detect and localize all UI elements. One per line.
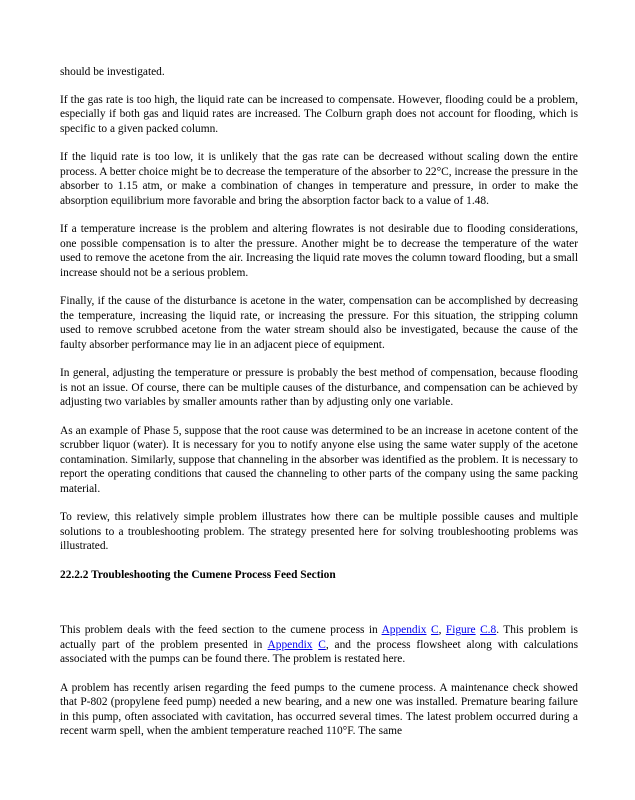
paragraph-temperature-increase: If a temperature increase is the problem and altering flowrates is not desirable due to flooding considerations, one possible compensation is to alter the pressure. Another might be to decrease the temperature of the water used to remove the acetone from the air. Increasing the liquid rate moves the column toward flooding, but a small increase should not be a serious problem. — [60, 223, 578, 279]
paragraph-acetone-in-water: Finally, if the cause of the disturbance is acetone in the water, compensation can be accomplished by decreasing the temperature, increasing the liquid rate, or increasing the pressure. For this situation, the stripping column used to remove scrubbed acetone from the water stream should also be investigated, because the cause of the faulty absorber performance may lie in an adjacent piece of equipment. — [60, 295, 578, 351]
link-figure[interactable]: Figure — [445, 624, 476, 636]
paragraph-review: To review, this relatively simple problem illustrates how there can be multiple possible causes and multiple solutions to a troubleshooting problem. The strategy presented here for solving troubleshooting problems was illustrated. — [60, 511, 578, 552]
paragraph-general-compensation: In general, adjusting the temperature or pressure is probably the best method of compensation, because flooding is not an issue. Of course, there can be multiple causes of the disturbance, and compensation can be achieved by adjusting two variables by smaller amounts rather than by adjusting only one variable. — [60, 367, 578, 408]
paragraph-phase-5-example: As an example of Phase 5, suppose that the root cause was determined to be an increase in acetone content of the scrubber liquor (water). It is necessary for you to notify anyone else using the same water supply of the acetone contamination. Similarly, suppose that channeling in the absorber was identified as the problem. It is necessary to report the operating conditions that caused the channeling to other parts of the company using the same packing material. — [60, 424, 578, 495]
text-segment: . This problem is actually part of the problem presented in — [60, 624, 578, 651]
link-appendix-2[interactable]: Appendix — [267, 638, 313, 651]
link-appendix-c-2[interactable]: C — [318, 638, 326, 651]
link-figure-c8[interactable]: C.8 — [480, 624, 497, 636]
link-appendix[interactable]: Appendix — [381, 624, 427, 636]
text-segment: , and the process flowsheet along with calculations associated with the pumps can be found there. The problem is restated here. — [60, 638, 579, 665]
paragraph-continuation: should be investigated. — [60, 66, 165, 78]
section-heading: 22.2.2 Troubleshooting the Cumene Process Feed Section — [60, 568, 336, 581]
paragraph-liquid-rate-low: If the liquid rate is too low, it is unlikely that the gas rate can be decreased without scaling down the entire process. A better choice might be to decrease the temperature of the absorber to 22°C, increase the pressure in the absorber to 1.15 atm, or make a combination of changes in temperature and pressure, in order to make the absorption equilibrium more favorable and bring the absorption factor back to a value of 1.48. — [60, 151, 578, 207]
paragraph-gas-rate-high: If the gas rate is too high, the liquid rate can be increased to compensate. However, flooding could be a problem, especially if both gas and liquid rates are increased. The Colburn graph does not account for flooding, which is specific to a given packed column. — [60, 93, 578, 135]
text-segment: This problem deals with the feed section to the cumene process in — [60, 624, 382, 636]
paragraph-feed-pump-problem: A problem has recently arisen regarding the feed pumps to the cumene process. A maintenance check showed that P-802 (propylene feed pump) needed a new bearing, and a new one was installed. Premature bearing failure in this pump, often associated with cavitation, has occurred several times. The latest problem occurred during a recent warm spell, when the ambient temperature reached 110°F. The same — [60, 681, 578, 737]
link-appendix-c[interactable]: C — [430, 624, 439, 636]
document-page — [60, 65, 578, 753]
text-segment: , — [438, 624, 446, 636]
paragraph-feed-section-intro — [60, 623, 578, 667]
